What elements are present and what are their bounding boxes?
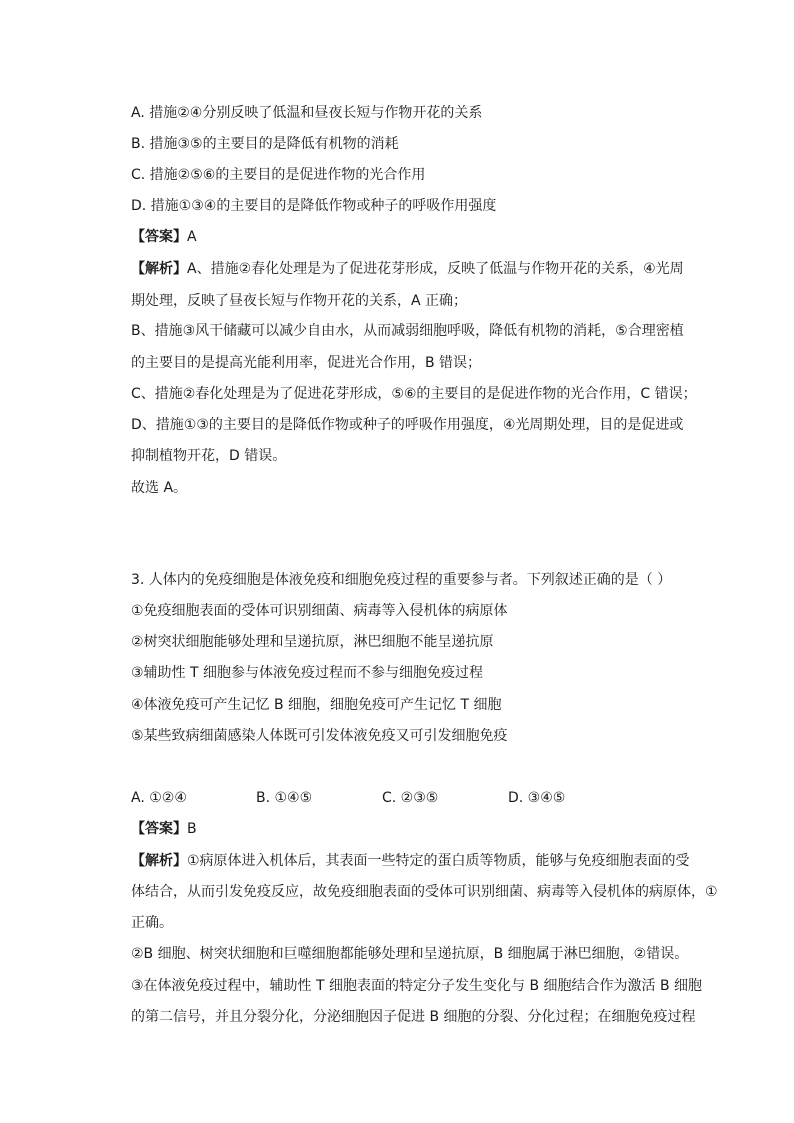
q3-analysis-line: ③在体液免疫过程中，辅助性 T 细胞表面的特定分子发生变化与 B 细胞结合作为激活 B 细胞: [131, 978, 703, 994]
q3-statement: ④体液免疫可产生记忆 B 细胞，细胞免疫可产生记忆 T 细胞: [131, 697, 502, 713]
answer-value: A: [187, 229, 197, 245]
answer-value: B: [187, 821, 197, 837]
q3-analysis-line: 正确。: [131, 915, 173, 931]
q3-statement: ②树突状细胞能够处理和呈递抗原，淋巴细胞不能呈递抗原: [131, 634, 494, 650]
answer-tag: 【答案】: [131, 229, 187, 245]
q3-statement: ⑤某些致病细菌感染人体既可引发体液免疫又可引发细胞免疫: [131, 728, 508, 744]
analysis-tag: 【解析】: [131, 853, 187, 869]
q2-analysis-line: 的主要目的是提高光能利用率，促进光合作用，B 错误；: [131, 355, 482, 371]
q2-option-b: B. 措施③⑤的主要目的是降低有机物的消耗: [131, 136, 399, 152]
analysis-text: ①病原体进入机体后，其表面一些特定的蛋白质等物质，能够与免疫细胞表面的受: [187, 853, 690, 869]
q3-statement: ③辅助性 T 细胞参与体液免疫过程而不参与细胞免疫过程: [131, 665, 484, 681]
q2-analysis-line: 期处理，反映了昼夜长短与作物开花的关系，A 正确；: [131, 293, 468, 309]
q3-statement: ①免疫细胞表面的受体可识别细菌、病毒等入侵机体的病原体: [131, 603, 508, 619]
q2-analysis-line: B、措施③风干储藏可以减少自由水，从而减弱细胞呼吸，降低有机物的消耗，⑤合理密植: [131, 323, 684, 339]
q2-option-c: C. 措施②⑤⑥的主要目的是促进作物的光合作用: [131, 167, 426, 183]
q3-choice-a: A. ①②④: [131, 790, 187, 806]
q3-choices: [131, 789, 591, 807]
q2-analysis-line: [131, 260, 684, 278]
q2-answer: [131, 228, 197, 246]
q3-analysis-line: 的第二信号，并且分裂分化，分泌细胞因子促进 B 细胞的分裂、分化过程；在细胞免疫过程: [131, 1009, 696, 1025]
q2-analysis-line: D、措施①③的主要目的是降低作物或种子的呼吸作用强度，④光周期处理，目的是促进或: [131, 417, 684, 433]
analysis-text: A、措施②春化处理是为了促进花芽形成，反映了低温与作物开花的关系，④光周: [187, 261, 684, 277]
q3-answer: [131, 820, 197, 838]
q3-analysis-line: [131, 852, 690, 870]
q3-choice-b: B. ①④⑤: [256, 790, 313, 806]
q2-option-a: A. 措施②④分别反映了低温和昼夜长短与作物开花的关系: [131, 105, 483, 121]
q2-analysis-line: 抑制植物开花，D 错误。: [131, 448, 287, 464]
q3-stem: 3. 人体内的免疫细胞是体液免疫和细胞免疫过程的重要参与者。下列叙述正确的是（ ）: [131, 572, 672, 588]
q3-choice-d: D. ③④⑤: [508, 790, 566, 806]
q2-option-d: D. 措施①③④的主要目的是降低作物或种子的呼吸作用强度: [131, 198, 497, 214]
q3-analysis-line: 体结合，从而引发免疫反应，故免疫细胞表面的受体可识别细菌、病毒等入侵机体的病原体，①: [131, 884, 718, 900]
q3-choice-c: C. ②③⑤: [382, 790, 439, 806]
q3-analysis-line: ②B 细胞、树突状细胞和巨噬细胞都能够处理和呈递抗原，B 细胞属于淋巴细胞，②错误。: [131, 946, 689, 962]
q2-analysis-line: C、措施②春化处理是为了促进花芽形成，⑤⑥的主要目的是促进作物的光合作用，C 错误；: [131, 386, 697, 402]
analysis-tag: 【解析】: [131, 261, 187, 277]
answer-tag: 【答案】: [131, 821, 187, 837]
q2-analysis-line: 故选 A。: [131, 480, 188, 496]
